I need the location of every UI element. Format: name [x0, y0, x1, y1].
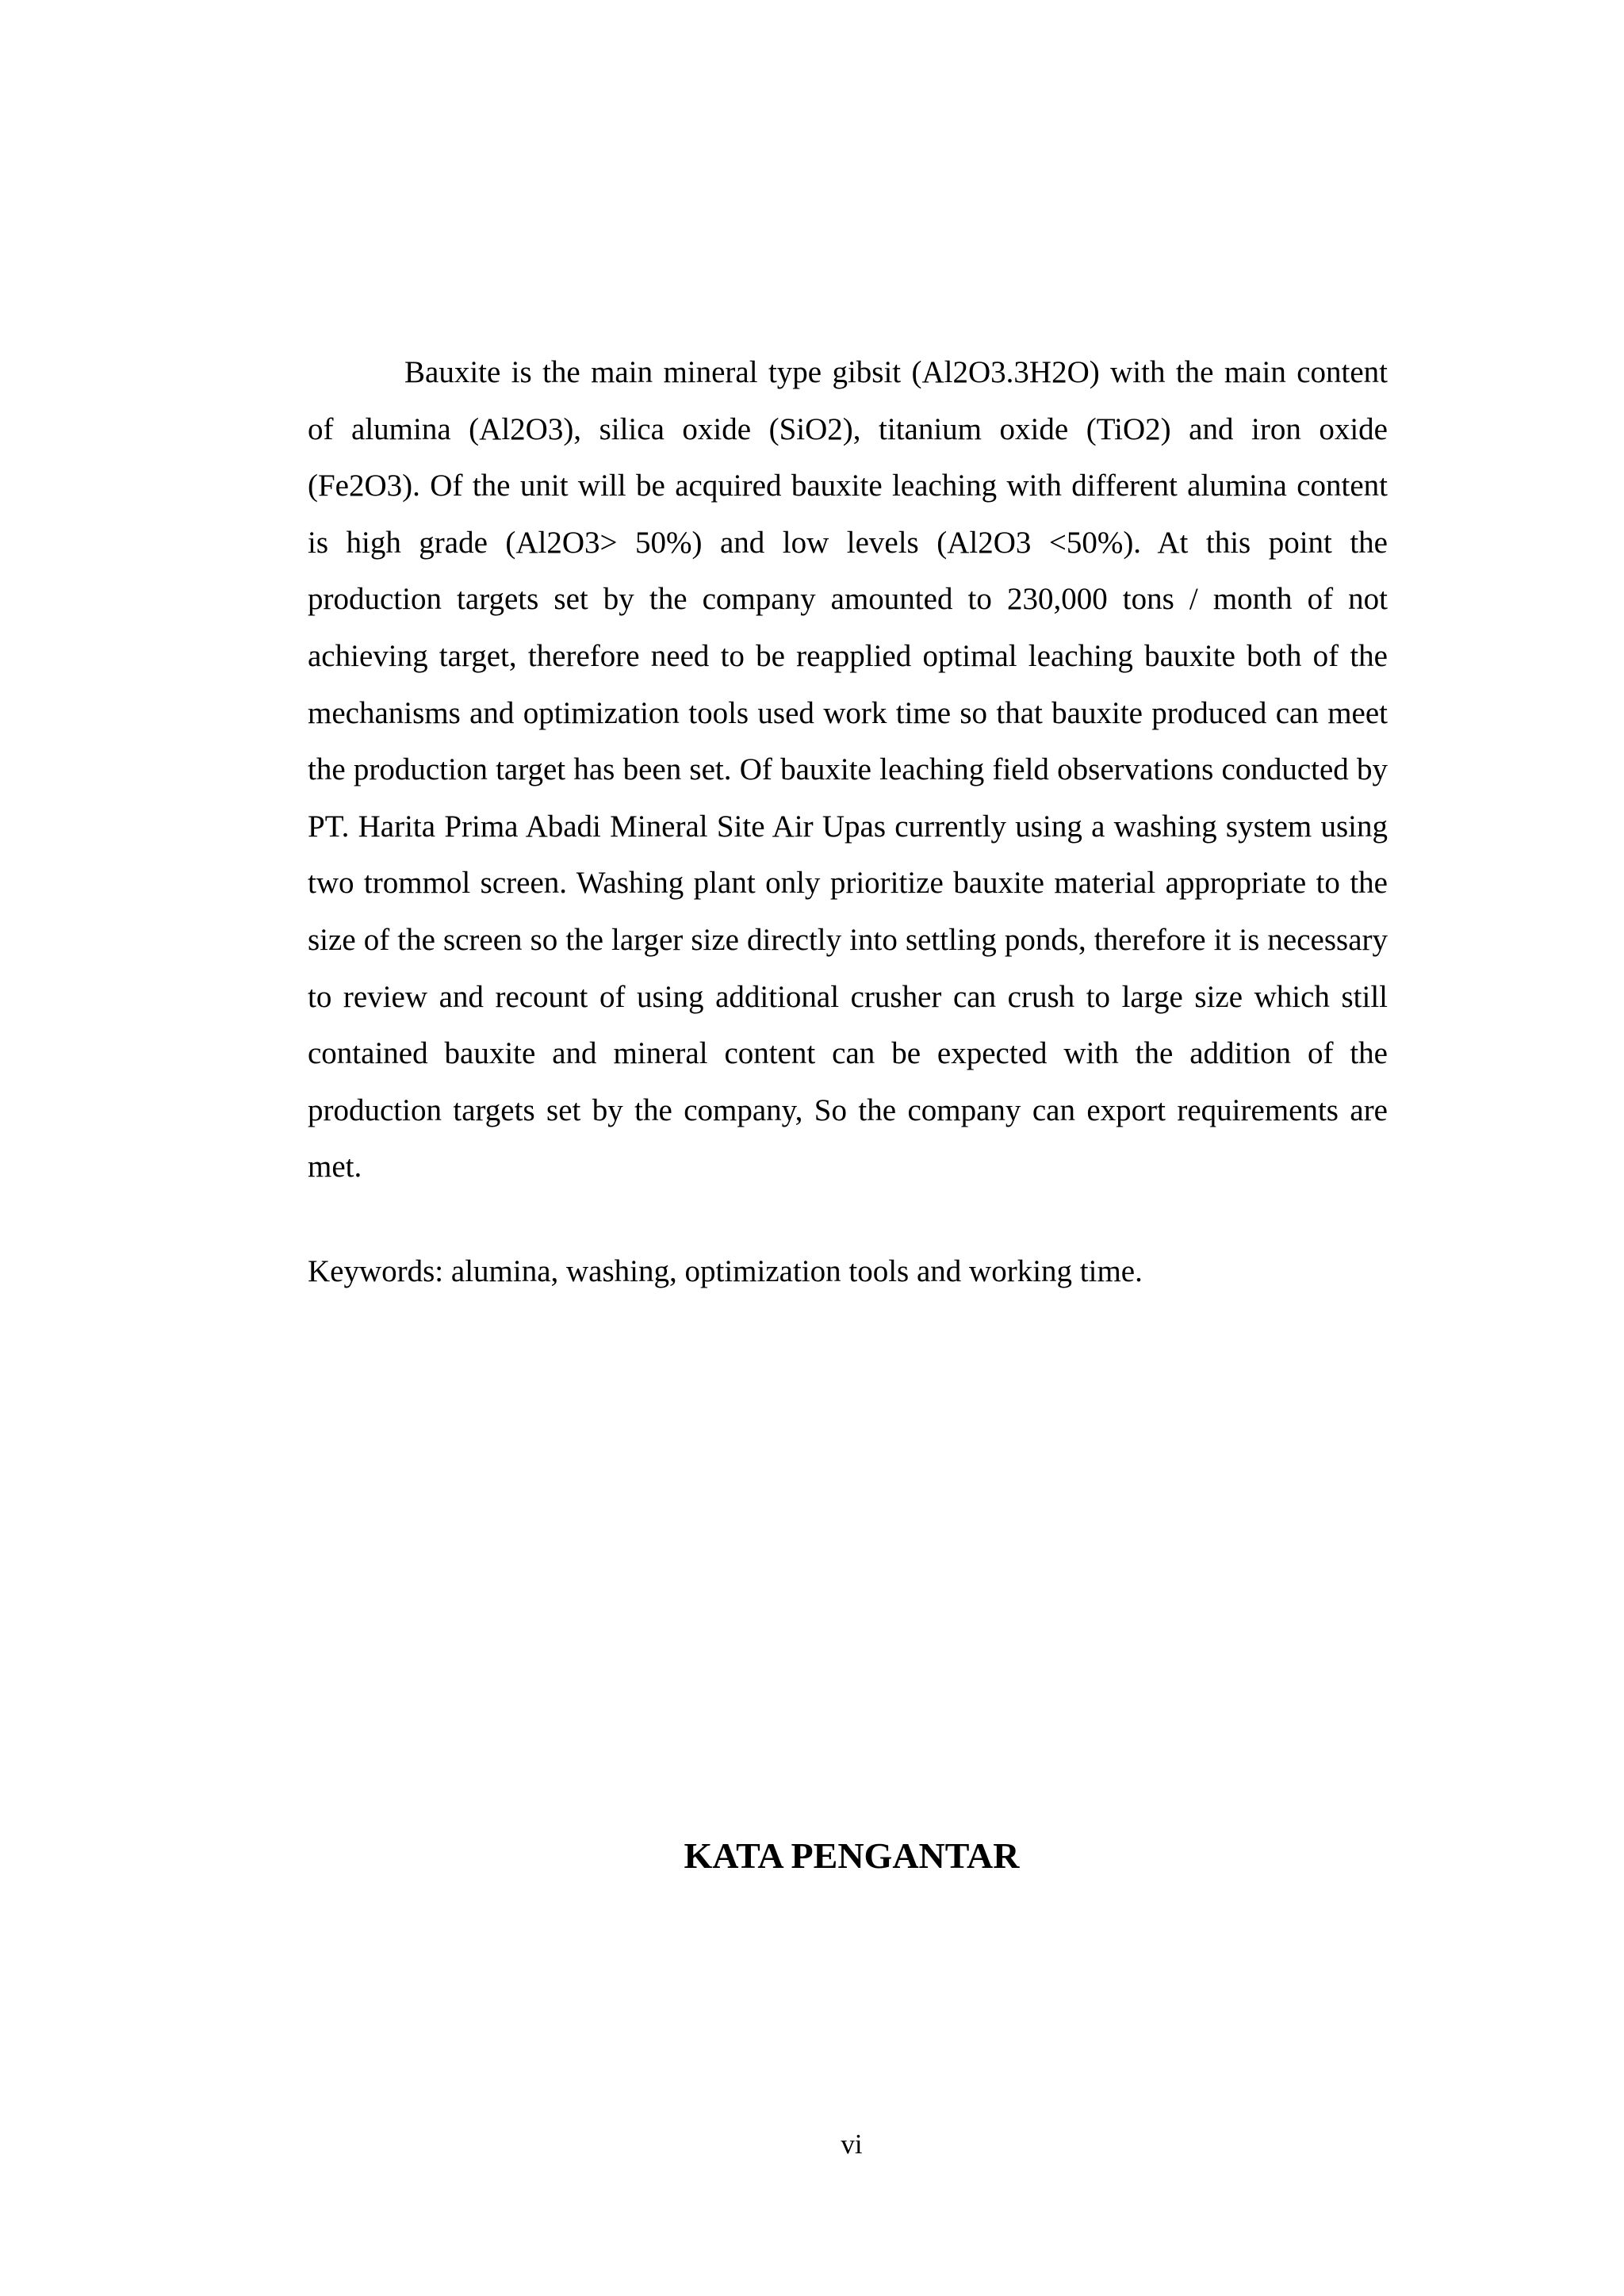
abstract-paragraph: Bauxite is the main mineral type gibsit (Al2O3.3H2O) with the main content of alumina (Al2O3), silica oxide (SiO2), titanium oxide (TiO2) and iron oxide (Fe2O3). Of the unit will be acquired bauxite leaching with different alumina content is high grade (Al2O3> 50%) and low levels (Al2O3 <50%). At this point the production targets set by the company amounted to 230,000 tons / month of not achieving target, therefore need to be reapplied optimal leaching bauxite both of the mechanisms and optimization tools used work time so that bauxite produced can meet the production target has been set. Of bauxite leaching field observations conducted by PT. Harita Prima Abadi Mineral Site Air Upas currently using a washing system using two trommol screen. Washing plant only prioritize bauxite material appropriate to the size of the screen so the larger size directly into settling ponds, therefore it is necessary to review and recount of using additional crusher can crush to large size which still contained bauxite and mineral content can be expected with the addition of the production targets set by the company, So the company can export requirements are met.	[308, 355, 1388, 1184]
keywords-line: Keywords: alumina, washing, optimization tools and working time.	[308, 1254, 1143, 1288]
section-heading: KATA PENGANTAR	[684, 1835, 1020, 1876]
page-number: vi	[841, 2129, 863, 2160]
